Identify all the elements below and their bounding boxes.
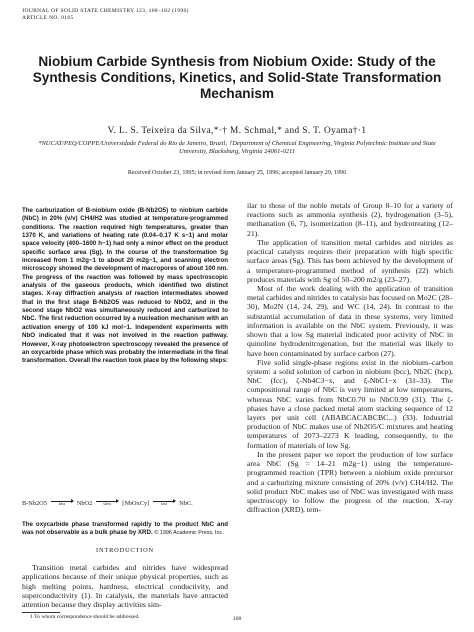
paper-title: Niobium Carbide Synthesis from Niobium Oxide: Study of the Synthesis Conditions, Kinetics, and Solid-State Transformation Mechanism [32, 54, 442, 101]
right-column [247, 201, 453, 514]
right-paragraph-5: In the present paper we report the production of low surface area NbC (Sg = 14–21 m2g−1) using the temperature-programmed reaction (TPR) between a niobium oxide precursor and a carburizing mixture consisting of 20% (v/v) CH4/H2. The solid product NbC makes use of NbC was investigated with mass spectroscopy to follow the progress of the reaction. X-ray diffraction (XRD), tem- [247, 449, 453, 515]
right-paragraph-3: Most of the work dealing with the application of transition metal carbides and nitrides to catalysis has focused on Mo2C (28–30), Mo2N (14, 24, 29), and WC (14, 24). In contrast to the substantial accumulation of data in these systems, very limited information is available on the NbC system. Previously, it was shown that a low Sg material indicated poor activity of NbC in quinoline hydrodenitrogenation, but the material was likely to have been contaminated by surface carbon (27). [247, 283, 453, 358]
scheme-arrow-1-label: fast [58, 500, 65, 506]
affiliations: *NUCAT/PEQ/COPPE/Universidade Federal do Rio de Janeiro, Brazil; †Department of Chemical Engineering, Virginia Polytechnic Institute and State University, Blacksburg, Virginia 24061-0211 [38, 140, 436, 156]
footnote-rule [22, 612, 60, 613]
right-paragraph-4: Five solid single-phase regions exist in the niobium–carbon system: a solid solution of carbon in niobium (bcc), Nb2C (hcp), NbC (fcc), ζ-Nb4C3−x, and ξ-NbC1−x (31–33). The compositional range of NbC is very limited at low temperatures, whereas NbC varies from NbC0.70 to NbC0.99 (31). The ζ-phases have a close packed metal atom stacking sequence of 12 layers per unit cell (ABABCACABCBC...) (33). Industrial production of NbC makes use of Nb2O5/C mixtures and heating temperatures of 2073–2273 K leading, consequently, to the formation of materials of low Sg. [247, 357, 453, 450]
author-list: V. L. S. Teixeira da Silva,*·† M. Schmal,* and S. T. Oyama†·1 [107, 126, 367, 136]
abstract-copyright: © 1996 Academic Press, Inc. [154, 530, 224, 537]
scheme-arrow-3 [153, 501, 175, 507]
scheme-arrow-3-label: fast [161, 500, 168, 506]
scheme-arrow-2-label: slow [103, 500, 112, 506]
scheme-species-4: NbC. [179, 500, 193, 507]
introduction-heading: INTRODUCTION [96, 547, 154, 554]
scheme-species-1: B-Nb2O5 [22, 500, 47, 507]
footnote: 1 To whom correspondence should be addressed. [30, 614, 140, 620]
right-paragraph-2: The application of transition metal carbides and nitrides as practical catalysts requires their preparation with high specific surface areas (Sg). This has been achieved by the development of a temperature-programmed method of synthesis (22) which produces materials with Sg of 50–200 m2/g (23–27). [247, 237, 453, 284]
reaction-scheme [22, 500, 228, 507]
abstract-part-1: The carburization of B-niobium oxide (B-Nb2O5) to niobium carbide (NbC) in 20% (v/v) CH4/H2 was studied at temperature-programmed conditions. The reaction required high temperatures, greater than 1370 K, and variations of heating rate (0.04–0.17 K s−1) and molar space velocity (400–1600 h−1) had only a minor effect on the product specific surface area (Sg). In the course of the transformation Sg increased from 1 m2g−1 to about 20 m2g−1, and scanning electron microscopy showed the development of macropores of about 100 nm. The progress of the reaction was followed by mass spectroscopic analysis of the gaseous products, which identified two distinct stages. X-ray diffraction analysis of reaction intermediates showed that in the first stage B-Nb2O5 was reduced to NbO2, and in the second stage NbO2 was simultaneously reduced and carburized to NbC. The first reduction occurred by a nucleation mechanism with an activation energy of 100 kJ mol−1. Independent experiments with NbO indicated that it was not involved in the reaction pathway. However, X-ray photoelectron spectroscopy revealed the presence of an oxycarbide phase which was probably the intermediate in the final transformation. Overall the reaction took place by the following steps: [22, 207, 228, 365]
abstract-part-2-text: The oxycarbide phase transformed rapidly to the product NbC and was not observable as a bulk phase by XRD. [22, 521, 228, 537]
introduction-text: Transition metal carbides and nitrides have widespread applications because of their unique physical properties, such as high melting points, hardness, electrical conductivity, and superconductivity (1). In catalysis, the materials have attracted attention because they display activities sim- [22, 563, 228, 610]
scheme-arrow-2 [96, 501, 118, 507]
article-number: ARTICLE NO. 0165 [22, 15, 74, 21]
scheme-species-3: [NbOxCy] [122, 500, 150, 507]
received-dates: Received October 23, 1995; in revised form January 25, 1996; accepted January 29, 1996 [127, 170, 347, 176]
scheme-species-2: NbO2 [76, 500, 93, 507]
right-paragraph-1: ilar to those of the noble metals of Group 8–10 for a variety of reactions such as ammonia synthesis (2), hydrogenation (3–5), methanation (6, 7), isomerization (8–11), and hydrotreating (12–21). [247, 201, 453, 238]
journal-citation: JOURNAL OF SOLID STATE CHEMISTRY 123, 168–182 (1996) [22, 8, 189, 14]
abstract-part-2 [22, 521, 228, 538]
page-number: 168 [232, 616, 242, 622]
scheme-arrow-1 [51, 501, 73, 507]
